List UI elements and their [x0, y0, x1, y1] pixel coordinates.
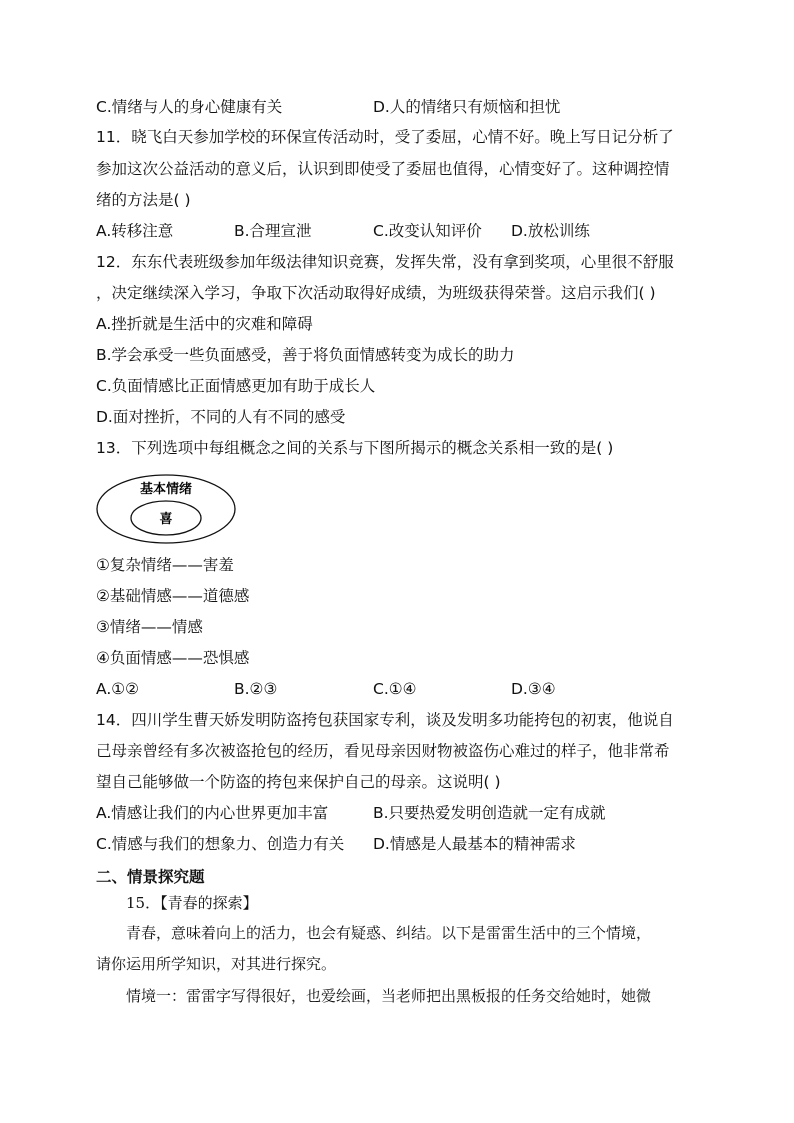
q10-option-d: D.人的情绪只有烦恼和担忧: [373, 98, 561, 116]
q12-option-d: D.面对挫折，不同的人有不同的感受: [96, 408, 346, 426]
q13-option-d: D.③④: [511, 680, 556, 698]
q11-option-c: C.改变认知评价: [373, 222, 482, 240]
q12-option-c: C.负面情感比正面情感更加有助于成长人: [96, 377, 376, 395]
concept-diagram: [96, 474, 236, 544]
q13-stem: 13．下列选项中每组概念之间的关系与下图所揭示的概念关系相一致的是( ): [96, 439, 614, 457]
q12-option-a: A.挫折就是生活中的灾难和障碍: [96, 315, 313, 333]
q14-stem-line-2: 己母亲曾经有多次被盗抢包的经历，看见母亲因财物被盗伤心难过的样子，他非常希: [96, 742, 670, 760]
q11-option-b: B.合理宣泄: [234, 222, 312, 240]
q14-option-b: B.只要热爱发明创造就一定有成就: [373, 804, 606, 822]
q12-stem-line-1: 12．东东代表班级参加年级法律知识竞赛，发挥失常，没有拿到奖项，心里很不舒服: [96, 253, 674, 271]
q11-stem-line-1: 11．晓飞白天参加学校的环保宣传活动时，受了委屈，心情不好。晚上写日记分析了: [96, 128, 674, 146]
q14-option-c: C.情感与我们的想象力、创造力有关: [96, 835, 345, 853]
q12-stem-line-2: ，决定继续深入学习，争取下次活动取得好成绩，为班级获得荣誉。这启示我们( ): [96, 284, 656, 302]
q15-para1-line-2: 请你运用所学知识，对其进行探究。: [96, 955, 337, 973]
q14-option-a: A.情感让我们的内心世界更加丰富: [96, 804, 329, 822]
q13-option-c: C.①④: [373, 680, 417, 698]
q11-option-a: A.转移注意: [96, 222, 174, 240]
q15-para2-line-1: 情境一：雷雷字写得很好，也爱绘画，当老师把出黑板报的任务交给她时，她微: [126, 987, 652, 1005]
section-heading: 二、情景探究题: [96, 868, 205, 886]
q15-title: 15．【青春的探索】: [126, 894, 258, 912]
q13-option-a: A.①②: [96, 680, 140, 698]
q11-stem-line-2: 参加这次公益活动的意义后，认识到即使受了委屈也值得，心情变好了。这种调控情: [96, 160, 670, 178]
q13-item-2: ②基础情感——道德感: [96, 587, 250, 605]
q12-option-b: B.学会承受一些负面感受，善于将负面情感转变为成长的助力: [96, 346, 515, 364]
q11-stem-line-3: 绪的方法是( ): [96, 191, 191, 209]
q14-option-d: D.情感是人最基本的精神需求: [373, 835, 576, 853]
diagram-inner-label: 喜: [159, 512, 173, 527]
q14-stem-line-3: 望自己能够做一个防盗的挎包来保护自己的母亲。这说明( ): [96, 773, 501, 791]
q10-option-c: C.情绪与人的身心健康有关: [96, 98, 283, 116]
q13-option-b: B.②③: [234, 680, 278, 698]
diagram-outer-label: 基本情绪: [139, 482, 193, 497]
q13-item-1: ①复杂情绪——害羞: [96, 556, 234, 574]
q15-para1-line-1: 青春，意味着向上的活力，也会有疑惑、纠结。以下是雷雷生活中的三个情境，: [126, 924, 652, 942]
q14-stem-line-1: 14．四川学生曹天娇发明防盗挎包获国家专利，谈及发明多功能挎包的初衷，他说自: [96, 711, 674, 729]
q13-item-4: ④负面情感——恐惧感: [96, 649, 250, 667]
q11-option-d: D.放松训练: [511, 222, 590, 240]
q13-item-3: ③情绪——情感: [96, 618, 203, 636]
